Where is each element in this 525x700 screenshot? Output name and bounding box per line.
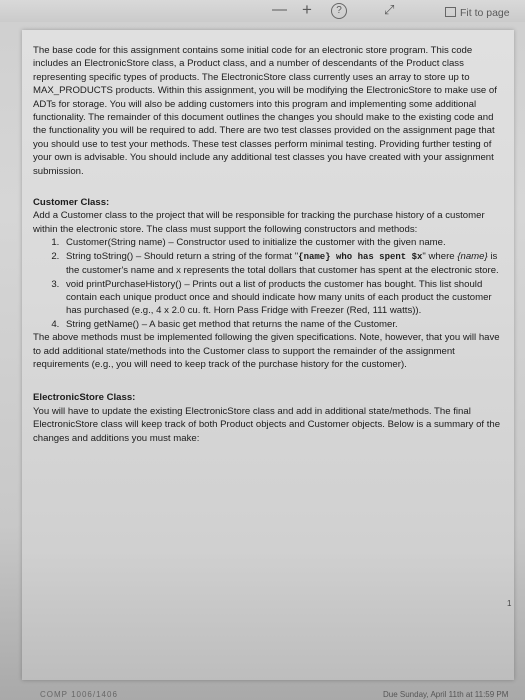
document-content (33, 44, 501, 445)
page-number: 1 (507, 599, 512, 608)
electronic-store-paragraph: You will have to update the existing ElectronicStore class and add in additional state/methods. The final ElectronicStore class will keep track of both Product objects and Customer objects. Below is a summary of the changes and additions you must make: (33, 405, 501, 444)
footer-course-code: COMP 1006/1406 (40, 690, 118, 699)
method-tostring-format-spent: who has spent $x (330, 251, 423, 262)
customer-class-heading: Customer Class: (33, 197, 110, 209)
intro-paragraph: The base code for this assignment contains some initial code for an electronic store program. This code includes an ElectronicStore class, a Product class, and a number of descendants of the Product class representing specific types of products. The ElectronicStore class currently uses an array to store up to MAX_PRODUCTS products. Within this assignment, you will be modifying the ElectronicStore to make use of ADTs for storage. You will also be adding customers into this program and implementing some additional functionality. The remainder of this document outlines the changes you should make to the existing code and the functionality you will be required to add. There are two test classes provided on the assignment page that you should use to test your methods. These test classes perform minimal testing. Providing further testing of your own is advisable. You should include any additional test classes you have created with your assignment submission. (33, 45, 497, 177)
method-tostring-text-f: is the customer's name and x represents the total dollars that customer has spent at the electronic store. (66, 250, 499, 277)
zoom-in-icon[interactable]: + (302, 0, 312, 19)
method-tostring-format-name: {name} (298, 251, 331, 262)
expand-icon[interactable]: ⤢ (384, 2, 395, 17)
method-item-getname: 4. String getName() – A basic get method that returns the name of the Customer. (62, 318, 501, 331)
fit-to-page-icon (445, 7, 456, 17)
viewer-toolbar (0, 0, 525, 22)
method-tostring-text-d: " where (422, 250, 458, 262)
zoom-out-icon[interactable]: — (272, 1, 287, 18)
customer-outro-paragraph: The above methods must be implemented following the given specifications. Note, however, that you will have to add additional state/methods into the Customer class to support the remainder of the assignment requirements (e.g., you will need to keep track of the purchase history for the customer). (33, 332, 500, 370)
customer-methods-list (33, 236, 501, 331)
method-item-constructor: 1. Customer(String name) – Constructor used to initialize the customer with the given name. (62, 236, 501, 249)
method-tostring-name-placeholder: {name} (457, 250, 488, 262)
footer-due-date: Due Sunday, April 11th at 11:59 PM (383, 690, 509, 699)
method-item-tostring (62, 250, 501, 278)
method-tostring-text-a: String toString() – Should return a string of the format " (66, 250, 299, 262)
method-item-print-history: 3. void printPurchaseHistory() – Prints out a list of products the customer has bought. This list should contain each unique product once and should indicate how many units of each product the customer has purchased (e.g., 4 x 2.0 cu. ft. Horn Pass Fridge with Freezer (Red, 111 watts)). (62, 278, 501, 318)
fit-to-page-label: Fit to page (460, 7, 510, 19)
help-icon[interactable]: ? (331, 3, 347, 19)
fit-to-page-button[interactable] (445, 5, 510, 21)
electronic-store-heading: ElectronicStore Class: (33, 392, 136, 404)
customer-intro-paragraph: Add a Customer class to the project that will be responsible for tracking the purchase history of a customer within the electronic store. The class must support the following constructors and methods: (33, 210, 485, 235)
